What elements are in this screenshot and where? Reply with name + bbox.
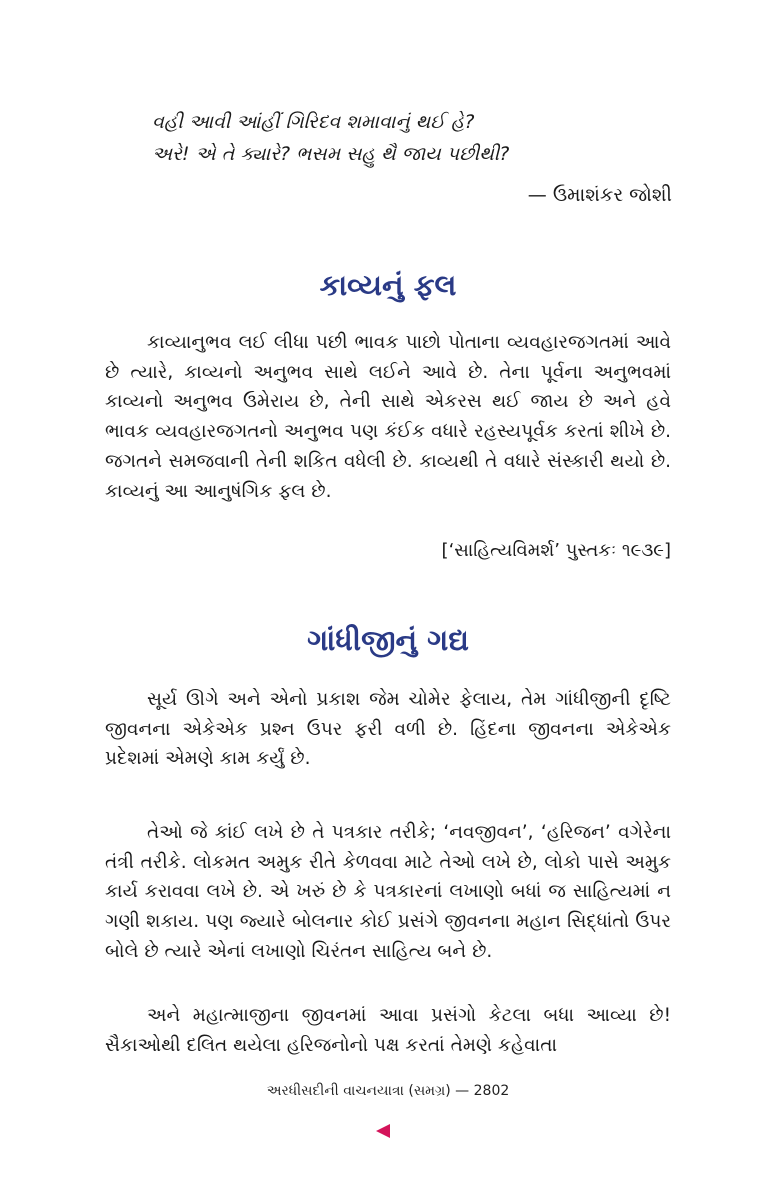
section-title-gandhiji-nu-gadya: ગાંધીજીનું ગદ્ય: [307, 623, 469, 657]
previous-page-arrow-icon[interactable]: [376, 1124, 390, 1138]
section2-paragraph-2: તેઓ જે કાંઈ લખે છે તે પત્રકાર તરીકે; ‘નવજીવન’, ‘હરિજન’ વગેરેના તંત્રી તરીકે. લોકમત અમુક રીતે કેળવવા માટે તેઓ લખે છે, લોકો પાસે અમુક કાર્ય કરાવવા લખે છે. એ ખરું છે કે પત્રકારનાં લખાણો બધાં જ સાહિત્યમાં ન ગણી શકાય. પણ જ્યારે બોલનાર કોઈ પ્રસંગે જીવનના મહાન સિદ્ધાંતો ઉપર બોલે છે ત્યારે એનાં લખાણો ચિરંતન સાહિત્ય બને છે.: [105, 822, 671, 962]
poem-author: — ઉમાશંકર જોશી: [527, 184, 672, 206]
poem-line-1: વહી આવી આંહીં ગિરિદવ શમાવાનું થઈ હે?: [152, 111, 475, 133]
source-citation: [‘સાહિત્યવિમર્શ’ પુસ્તકઃ ૧૯૩૯]: [441, 540, 671, 561]
section2-paragraph-1: સૂર્ય ઊગે અને એનો પ્રકાશ જેમ ચોમેર ફેલાય, તેમ ગાંધીજીની દૃષ્ટિ જીવનના એકેએક પ્રશ્ન ઉપર ફરી વળી છે. હિંદના જીવનના એકેએક પ્રદેશમાં એમણે કામ કર્યું છે.: [105, 689, 671, 770]
poem-line-2: અરે! એ તે ક્યારે? ભસમ સહુ થૈ જાય પછીથી?: [152, 143, 510, 165]
section2-paragraph-3: અને મહાત્માજીના જીવનમાં આવા પ્રસંગો કેટલા બધા આવ્યા છે! સૈકાઓથી દલિત થયેલા હરિજનોનો પક્ષ કરતાં તેમણે કહેવાતા: [105, 1005, 671, 1056]
page-footer: અરધીસદીની વાચનયાત્રા (સમગ્ર) — 2802: [266, 1083, 510, 1099]
poem-excerpt: [152, 106, 672, 170]
section1-paragraph: કાવ્યાનુભવ લઈ લીધા પછી ભાવક પાછો પોતાના વ્યવહારજગતમાં આવે છે ત્યારે, કાવ્યનો અનુભવ સાથે લઈને આવે છે. તેના પૂર્વના અનુભવમાં કાવ્યનો અનુભવ ઉમેરાય છે, તેની સાથે એકરસ થઈ જાય છે અને હવે ભાવક વ્યવહારજગતનો અનુભવ પણ કંઈક વધારે રહસ્યપૂર્વક કરતાં શીખે છે. જગતને સમજવાની તેની શકિત વધેલી છે. કાવ્યથી તે વધારે સંસ્કારી થયો છે. કાવ્યનું આ આનુષંગિક ફલ છે.: [105, 332, 671, 502]
section-title-kavya-nu-phal: કાવ્યનું ફલ: [319, 268, 457, 302]
